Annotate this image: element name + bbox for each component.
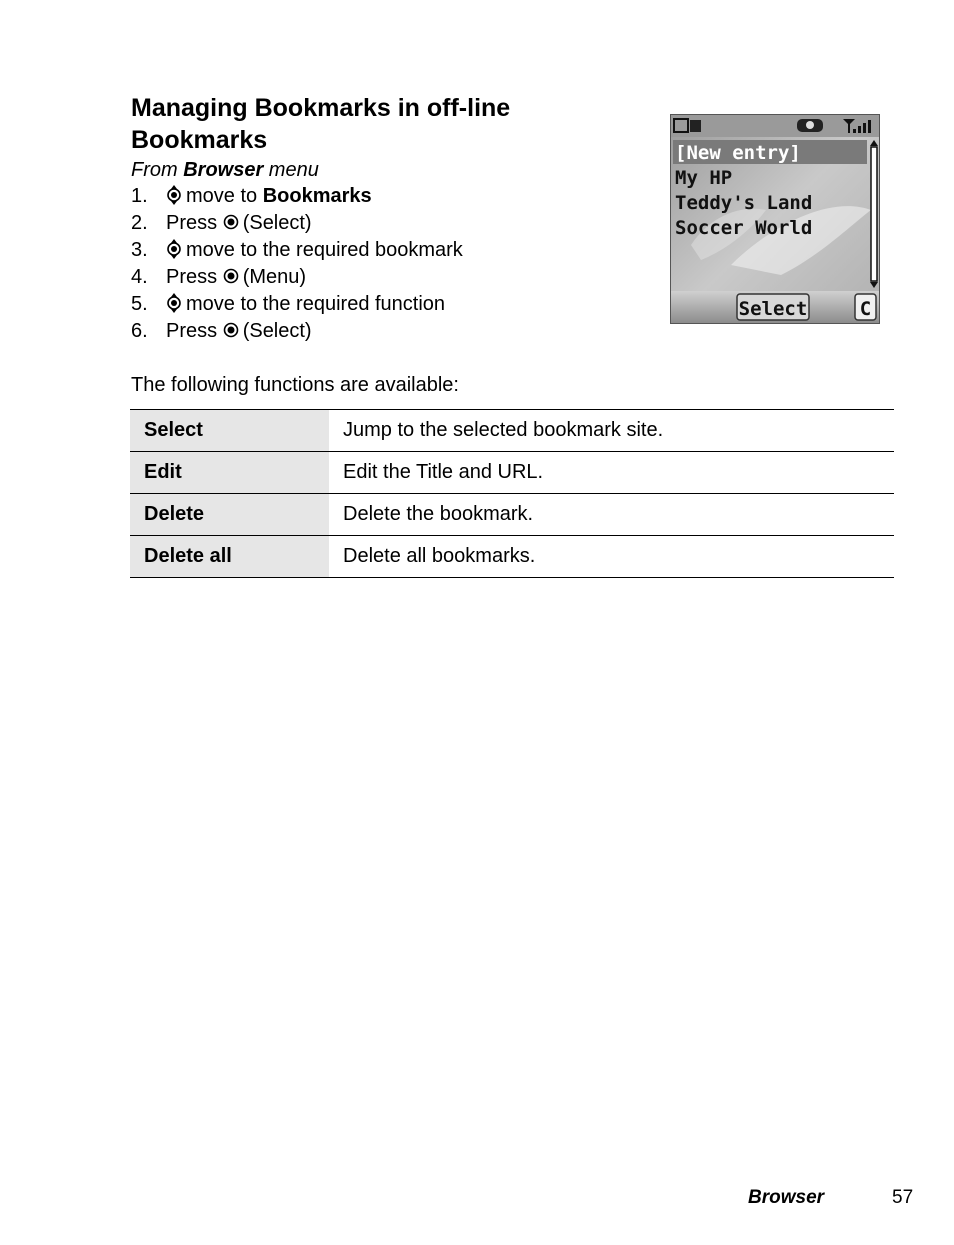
step-number: 6. [131, 320, 148, 342]
function-name: Select [130, 410, 329, 452]
select-softkey-label: Select [738, 298, 808, 320]
status-bar [671, 115, 879, 137]
step-number: 3. [131, 239, 148, 261]
step-6 [131, 318, 463, 345]
available-functions-intro: The following functions are available: [131, 374, 459, 396]
step-text: move to the required function [186, 293, 446, 315]
step-text: (Select) [242, 212, 312, 234]
table-row [130, 536, 894, 578]
phone-screenshot [670, 114, 880, 324]
function-description: Edit the Title and URL. [343, 461, 544, 483]
table-row [130, 410, 894, 452]
table-row [130, 494, 894, 536]
from-prefix: From [131, 159, 184, 181]
nav-joystick-icon [166, 293, 182, 313]
step-bold-text: Bookmarks [262, 185, 372, 207]
nav-joystick-icon [166, 239, 182, 259]
function-description: Delete all bookmarks. [343, 545, 536, 567]
function-name: Delete [130, 494, 329, 536]
ok-key-icon [223, 214, 239, 230]
step-pre: Press [166, 266, 223, 288]
bookmark-item[interactable]: My HP [675, 167, 733, 189]
step-pre: Press [166, 320, 223, 342]
bookmark-item-selected[interactable]: [New entry] [675, 142, 801, 164]
ok-key-icon [223, 322, 239, 338]
step-4 [131, 264, 463, 291]
bookmark-item[interactable]: Soccer World [675, 217, 813, 239]
bookmark-item[interactable]: Teddy's Land [675, 192, 813, 214]
step-text: move to the required bookmark [186, 239, 463, 261]
step-pre: Press [166, 212, 223, 234]
step-number: 1. [131, 185, 148, 207]
function-description: Jump to the selected bookmark site. [343, 419, 664, 441]
phone-screen-graphic [671, 115, 879, 323]
step-number: 4. [131, 266, 148, 288]
step-5 [131, 291, 463, 318]
step-2 [131, 210, 463, 237]
footer-section-label: Browser [748, 1187, 825, 1208]
step-1 [131, 183, 463, 210]
steps-list [131, 183, 463, 345]
function-description: Delete the bookmark. [343, 503, 534, 525]
from-suffix: menu [263, 159, 319, 181]
functions-table [130, 409, 894, 578]
step-text: (Select) [242, 320, 312, 342]
nav-joystick-icon [166, 185, 182, 205]
step-number: 5. [131, 293, 148, 315]
from-menu-line [131, 157, 319, 183]
browser-menu-label: Browser [183, 159, 264, 181]
step-number: 2. [131, 212, 148, 234]
ok-key-icon [223, 268, 239, 284]
function-name: Edit [130, 452, 329, 494]
step-text: (Menu) [242, 266, 307, 288]
step-3 [131, 237, 463, 264]
page-title: Managing Bookmarks in off-line Bookmarks [131, 94, 511, 154]
table-row [130, 452, 894, 494]
scrollbar[interactable] [870, 140, 878, 288]
clear-softkey-label: C [859, 298, 872, 320]
function-name: Delete all [130, 536, 329, 578]
page-number: 57 [892, 1187, 914, 1208]
step-text: move to [186, 185, 263, 207]
